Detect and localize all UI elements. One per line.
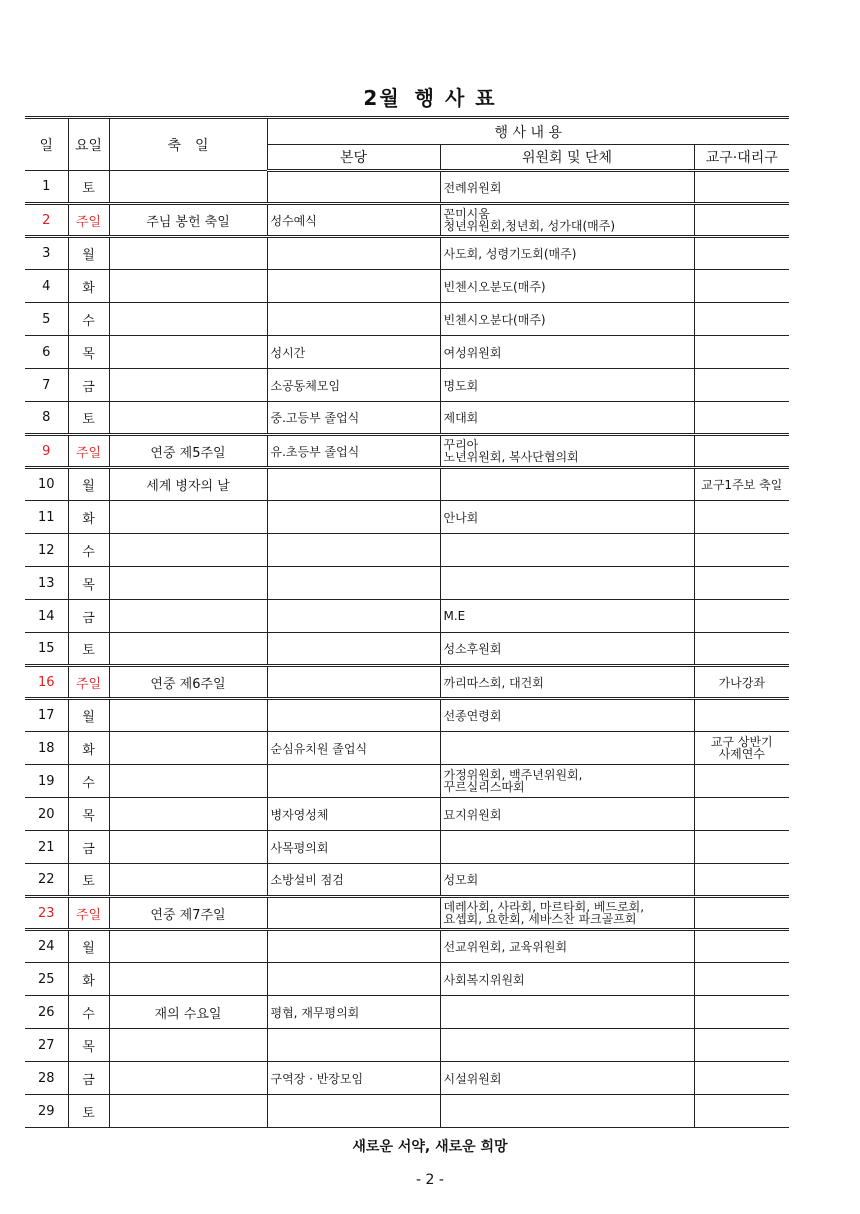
cell-main-church: 구역장 · 반장모임 bbox=[267, 1062, 440, 1095]
cell-main-church bbox=[267, 534, 440, 567]
cell-feast bbox=[109, 303, 267, 336]
cell-weekday: 토 bbox=[68, 171, 109, 204]
cell-committees: 빈첸시오분도(매주) bbox=[440, 270, 694, 303]
cell-feast bbox=[109, 600, 267, 633]
table-header bbox=[25, 118, 789, 171]
cell-committees: 사도회, 성령기도회(매주) bbox=[440, 237, 694, 270]
title-label: 행 사 표 bbox=[414, 86, 497, 110]
table-row bbox=[25, 732, 789, 765]
cell-day: 15 bbox=[25, 633, 68, 666]
table-row bbox=[25, 699, 789, 732]
cell-weekday: 토 bbox=[68, 633, 109, 666]
cell-day: 21 bbox=[25, 831, 68, 864]
cell-feast: 연중 제6주일 bbox=[109, 666, 267, 699]
cell-weekday: 토 bbox=[68, 402, 109, 435]
cell-main-church: 순심유치원 졸업식 bbox=[267, 732, 440, 765]
cell-weekday: 수 bbox=[68, 534, 109, 567]
cell-main-church: 소공동체모임 bbox=[267, 369, 440, 402]
cell-parish bbox=[694, 501, 789, 534]
cell-parish bbox=[694, 1095, 789, 1128]
cell-parish bbox=[694, 237, 789, 270]
cell-committees: 성모회 bbox=[440, 864, 694, 897]
cell-feast bbox=[109, 534, 267, 567]
table-row bbox=[25, 930, 789, 963]
table-row bbox=[25, 897, 789, 930]
table-row bbox=[25, 963, 789, 996]
cell-committees: 가정위원회, 백주년위원회, 꾸르실리스따회 bbox=[440, 765, 694, 798]
cell-committees: 여성위원회 bbox=[440, 336, 694, 369]
cell-main-church bbox=[267, 1095, 440, 1128]
cell-weekday: 주일 bbox=[68, 204, 109, 237]
table-row bbox=[25, 600, 789, 633]
table-row bbox=[25, 303, 789, 336]
title-month: 2월 bbox=[363, 86, 401, 110]
cell-parish bbox=[694, 534, 789, 567]
page-title bbox=[0, 82, 860, 111]
table-row bbox=[25, 633, 789, 666]
cell-day: 14 bbox=[25, 600, 68, 633]
cell-feast bbox=[109, 336, 267, 369]
cell-feast bbox=[109, 963, 267, 996]
cell-parish bbox=[694, 171, 789, 204]
cell-day: 17 bbox=[25, 699, 68, 732]
cell-committees bbox=[440, 1029, 694, 1062]
cell-feast bbox=[109, 765, 267, 798]
table-row bbox=[25, 468, 789, 501]
cell-main-church bbox=[267, 567, 440, 600]
header-day: 일 bbox=[25, 118, 68, 171]
cell-weekday: 금 bbox=[68, 600, 109, 633]
cell-day: 10 bbox=[25, 468, 68, 501]
cell-parish bbox=[694, 567, 789, 600]
cell-weekday: 월 bbox=[68, 699, 109, 732]
cell-day: 13 bbox=[25, 567, 68, 600]
cell-feast: 주님 봉헌 축일 bbox=[109, 204, 267, 237]
cell-day: 2 bbox=[25, 204, 68, 237]
cell-main-church bbox=[267, 765, 440, 798]
cell-committees: 전례위원회 bbox=[440, 171, 694, 204]
cell-feast bbox=[109, 864, 267, 897]
cell-feast bbox=[109, 732, 267, 765]
cell-feast bbox=[109, 567, 267, 600]
page-number: - 2 - bbox=[416, 1172, 444, 1188]
cell-feast bbox=[109, 798, 267, 831]
cell-committees: 시설위원회 bbox=[440, 1062, 694, 1095]
cell-committees: 제대회 bbox=[440, 402, 694, 435]
header-events: 행 사 내 용 bbox=[267, 118, 789, 145]
cell-main-church bbox=[267, 1029, 440, 1062]
cell-feast bbox=[109, 633, 267, 666]
cell-committees: 데레사회, 사라회, 마르타회, 베드로회, 요셉회, 요한회, 세바스찬 파크골프회 bbox=[440, 897, 694, 930]
cell-day: 12 bbox=[25, 534, 68, 567]
cell-parish bbox=[694, 963, 789, 996]
cell-parish bbox=[694, 831, 789, 864]
cell-parish bbox=[694, 930, 789, 963]
cell-parish bbox=[694, 369, 789, 402]
cell-parish bbox=[694, 336, 789, 369]
cell-day: 11 bbox=[25, 501, 68, 534]
cell-weekday: 수 bbox=[68, 996, 109, 1029]
cell-weekday: 주일 bbox=[68, 666, 109, 699]
cell-parish bbox=[694, 204, 789, 237]
cell-feast bbox=[109, 831, 267, 864]
table-row bbox=[25, 171, 789, 204]
cell-committees bbox=[440, 831, 694, 864]
table-row bbox=[25, 501, 789, 534]
table-row bbox=[25, 204, 789, 237]
cell-day: 1 bbox=[25, 171, 68, 204]
cell-main-church bbox=[267, 930, 440, 963]
cell-weekday: 화 bbox=[68, 732, 109, 765]
cell-parish bbox=[694, 897, 789, 930]
cell-day: 4 bbox=[25, 270, 68, 303]
table-row bbox=[25, 1029, 789, 1062]
header-committees: 위원회 및 단체 bbox=[440, 145, 694, 171]
cell-day: 5 bbox=[25, 303, 68, 336]
cell-feast bbox=[109, 501, 267, 534]
cell-parish bbox=[694, 798, 789, 831]
cell-feast bbox=[109, 171, 267, 204]
cell-main-church: 소방설비 점검 bbox=[267, 864, 440, 897]
cell-committees: M.E bbox=[440, 600, 694, 633]
cell-main-church bbox=[267, 897, 440, 930]
cell-main-church: 성수예식 bbox=[267, 204, 440, 237]
cell-day: 26 bbox=[25, 996, 68, 1029]
table-row bbox=[25, 864, 789, 897]
cell-parish: 교구 상반기 사제연수 bbox=[694, 732, 789, 765]
cell-parish bbox=[694, 303, 789, 336]
cell-feast bbox=[109, 930, 267, 963]
cell-committees bbox=[440, 1095, 694, 1128]
cell-feast: 세계 병자의 날 bbox=[109, 468, 267, 501]
cell-weekday: 토 bbox=[68, 864, 109, 897]
header-dow: 요일 bbox=[68, 118, 109, 171]
cell-day: 24 bbox=[25, 930, 68, 963]
cell-main-church bbox=[267, 963, 440, 996]
cell-weekday: 목 bbox=[68, 567, 109, 600]
cell-day: 27 bbox=[25, 1029, 68, 1062]
cell-parish bbox=[694, 1029, 789, 1062]
cell-day: 23 bbox=[25, 897, 68, 930]
cell-parish bbox=[694, 699, 789, 732]
cell-feast: 연중 제5주일 bbox=[109, 435, 267, 468]
cell-weekday: 화 bbox=[68, 963, 109, 996]
event-schedule-table bbox=[25, 116, 789, 1128]
cell-main-church: 유.초등부 졸업식 bbox=[267, 435, 440, 468]
cell-weekday: 목 bbox=[68, 336, 109, 369]
cell-weekday: 주일 bbox=[68, 435, 109, 468]
cell-weekday: 목 bbox=[68, 798, 109, 831]
cell-committees bbox=[440, 732, 694, 765]
cell-main-church: 사목평의회 bbox=[267, 831, 440, 864]
cell-weekday: 화 bbox=[68, 270, 109, 303]
cell-day: 28 bbox=[25, 1062, 68, 1095]
cell-feast bbox=[109, 369, 267, 402]
cell-committees bbox=[440, 534, 694, 567]
cell-weekday: 금 bbox=[68, 369, 109, 402]
table-row bbox=[25, 270, 789, 303]
table-row bbox=[25, 1095, 789, 1128]
cell-main-church: 병자영성체 bbox=[267, 798, 440, 831]
cell-weekday: 수 bbox=[68, 303, 109, 336]
cell-day: 20 bbox=[25, 798, 68, 831]
cell-main-church: 평협, 재무평의회 bbox=[267, 996, 440, 1029]
cell-committees: 명도회 bbox=[440, 369, 694, 402]
cell-feast bbox=[109, 1029, 267, 1062]
table-row bbox=[25, 435, 789, 468]
cell-parish bbox=[694, 765, 789, 798]
table-row bbox=[25, 798, 789, 831]
cell-day: 16 bbox=[25, 666, 68, 699]
cell-day: 9 bbox=[25, 435, 68, 468]
cell-main-church bbox=[267, 699, 440, 732]
cell-main-church bbox=[267, 171, 440, 204]
cell-committees: 까리따스회, 대건회 bbox=[440, 666, 694, 699]
cell-main-church bbox=[267, 666, 440, 699]
cell-main-church bbox=[267, 501, 440, 534]
table-row bbox=[25, 237, 789, 270]
cell-main-church bbox=[267, 468, 440, 501]
cell-feast bbox=[109, 1095, 267, 1128]
cell-feast bbox=[109, 237, 267, 270]
cell-main-church: 성시간 bbox=[267, 336, 440, 369]
cell-feast: 재의 수요일 bbox=[109, 996, 267, 1029]
cell-weekday: 수 bbox=[68, 765, 109, 798]
table-row bbox=[25, 996, 789, 1029]
table-row bbox=[25, 1062, 789, 1095]
footer-motto: 새로운 서약, 새로운 희망 bbox=[352, 1139, 508, 1155]
cell-parish bbox=[694, 1062, 789, 1095]
cell-day: 29 bbox=[25, 1095, 68, 1128]
cell-parish: 가나강좌 bbox=[694, 666, 789, 699]
table-row bbox=[25, 534, 789, 567]
table-row bbox=[25, 567, 789, 600]
cell-weekday: 월 bbox=[68, 237, 109, 270]
table-row bbox=[25, 831, 789, 864]
cell-parish bbox=[694, 996, 789, 1029]
cell-committees: 선교위원회, 교육위원회 bbox=[440, 930, 694, 963]
table-row bbox=[25, 402, 789, 435]
cell-main-church bbox=[267, 237, 440, 270]
header-parish: 교구·대리구 bbox=[694, 145, 789, 171]
cell-parish bbox=[694, 402, 789, 435]
cell-committees bbox=[440, 996, 694, 1029]
header-main-church: 본당 bbox=[267, 145, 440, 171]
cell-weekday: 금 bbox=[68, 1062, 109, 1095]
cell-day: 22 bbox=[25, 864, 68, 897]
cell-committees: 성소후원회 bbox=[440, 633, 694, 666]
cell-weekday: 주일 bbox=[68, 897, 109, 930]
table-row bbox=[25, 369, 789, 402]
cell-committees: 묘지위원회 bbox=[440, 798, 694, 831]
cell-day: 3 bbox=[25, 237, 68, 270]
cell-feast bbox=[109, 402, 267, 435]
cell-main-church bbox=[267, 270, 440, 303]
cell-weekday: 월 bbox=[68, 930, 109, 963]
cell-main-church: 중.고등부 졸업식 bbox=[267, 402, 440, 435]
table-row bbox=[25, 336, 789, 369]
cell-committees: 꼰미시움 청년위원회,청년회, 성가대(매주) bbox=[440, 204, 694, 237]
table-row bbox=[25, 765, 789, 798]
table-row bbox=[25, 666, 789, 699]
cell-day: 6 bbox=[25, 336, 68, 369]
cell-day: 19 bbox=[25, 765, 68, 798]
cell-day: 7 bbox=[25, 369, 68, 402]
cell-day: 8 bbox=[25, 402, 68, 435]
cell-main-church bbox=[267, 303, 440, 336]
cell-parish: 교구1주보 축일 bbox=[694, 468, 789, 501]
cell-committees: 선종연령회 bbox=[440, 699, 694, 732]
cell-weekday: 월 bbox=[68, 468, 109, 501]
cell-committees: 안나회 bbox=[440, 501, 694, 534]
cell-parish bbox=[694, 270, 789, 303]
cell-parish bbox=[694, 600, 789, 633]
cell-committees: 꾸리아 노년위원회, 복사단협의회 bbox=[440, 435, 694, 468]
cell-committees: 빈첸시오분다(매주) bbox=[440, 303, 694, 336]
header-feast: 축 일 bbox=[109, 118, 267, 171]
table-body bbox=[25, 171, 789, 1128]
cell-weekday: 토 bbox=[68, 1095, 109, 1128]
cell-committees: 사회복지위원회 bbox=[440, 963, 694, 996]
cell-parish bbox=[694, 633, 789, 666]
cell-day: 25 bbox=[25, 963, 68, 996]
cell-weekday: 화 bbox=[68, 501, 109, 534]
cell-committees bbox=[440, 468, 694, 501]
cell-weekday: 금 bbox=[68, 831, 109, 864]
cell-parish bbox=[694, 435, 789, 468]
cell-feast: 연중 제7주일 bbox=[109, 897, 267, 930]
cell-committees bbox=[440, 567, 694, 600]
cell-feast bbox=[109, 1062, 267, 1095]
cell-parish bbox=[694, 864, 789, 897]
cell-main-church bbox=[267, 600, 440, 633]
cell-weekday: 목 bbox=[68, 1029, 109, 1062]
cell-main-church bbox=[267, 633, 440, 666]
cell-day: 18 bbox=[25, 732, 68, 765]
cell-feast bbox=[109, 699, 267, 732]
cell-feast bbox=[109, 270, 267, 303]
